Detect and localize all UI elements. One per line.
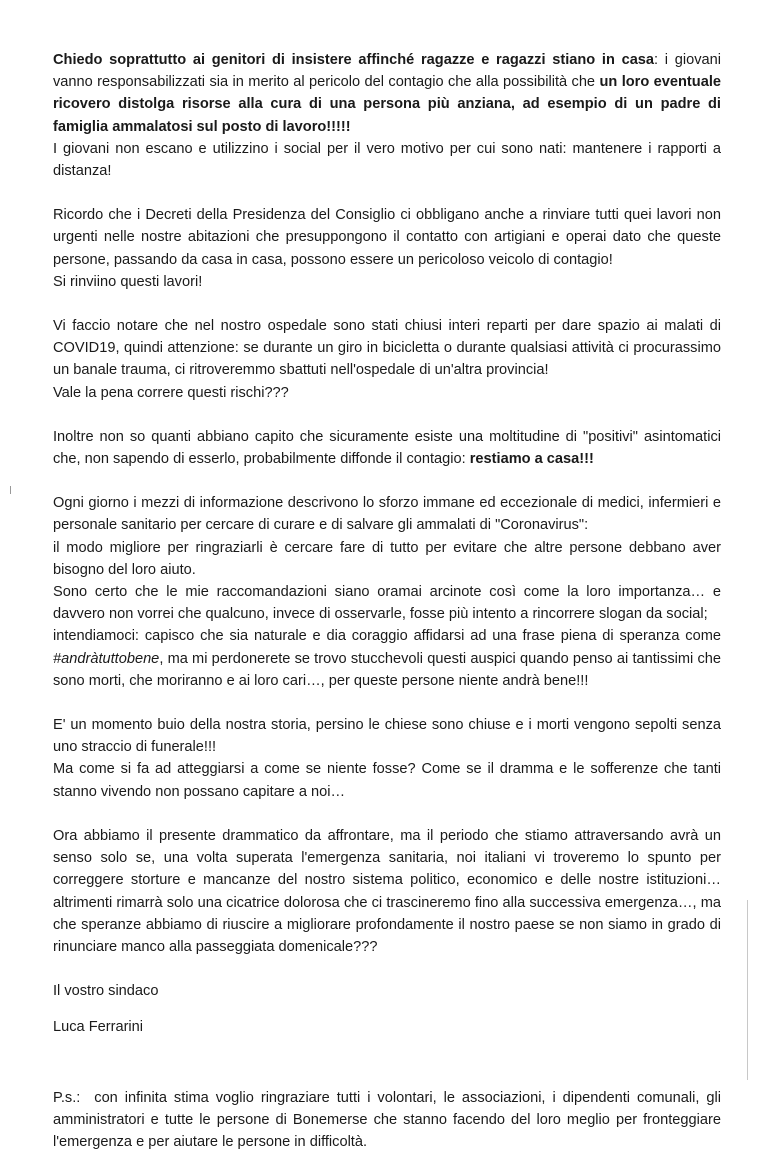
hashtag: #andràtuttobene	[53, 650, 160, 667]
text-slogan-b: , ma mi perdonerete se trovo stucchevoli questi auspici quando penso ai tantissimi che sono morti, che moriranno e ai loro cari…, per queste persone niente andrà bene!!!	[53, 650, 721, 689]
bold-stay-home: restiamo a casa!!!	[469, 451, 594, 468]
paragraph-drama: Ma come si fa ad atteggiarsi a come se niente fosse? Come se il dramma e le sofferenze che tanti stanno vivendo non possano capitare a noi…	[53, 761, 721, 800]
paragraph-thanks: il modo migliore per ringraziarli è cercare fare di tutto per evitare che altre persone debbano aver bisogno del loro aiuto.	[53, 539, 721, 578]
paragraph-risk-question: Vale la pena correre questi rischi???	[53, 384, 289, 401]
letter-body	[53, 49, 721, 1175]
postscript	[53, 1087, 721, 1154]
paragraph-media: Ogni giorno i mezzi di informazione descrivono lo sforzo immane ed eccezionale di medici, infermieri e personale sanitario per cercare di curare e di salvare gli ammalati di "Coronavirus":	[53, 495, 721, 534]
paragraph-future: Ora abbiamo il presente drammatico da affrontare, ma il periodo che stiamo attraversando avrà un senso solo se, una volta superata l'emergenza sanitaria, noi italiani vi troveremo lo spunto per correggere storture e mancanze del nostro sistema politico, economico e delle nostre istituzioni… altrimenti rimarrà solo una cicatrice dolorosa che ci trascineremo fino alla successiva emergenza…, ma che speranze abbiamo di riuscire a migliorare profondamente il nostro paese se non siamo in grado di rinunciare manco alla passeggiata domenicale???	[53, 827, 721, 955]
text-asymptomatic: Inoltre non so quanti abbiano capito che sicuramente esiste una moltitudine di "positivi" asintomatici che, non sapendo di esserlo, probabilmente diffonde il contagio:	[53, 428, 721, 468]
scan-edge-line	[747, 900, 748, 1080]
spacer	[53, 1053, 721, 1087]
paragraph-decrees: Ricordo che i Decreti della Presidenza del Consiglio ci obbligano anche a rinviare tutti quei lavori non urgenti nelle nostre abitazioni che presuppongono il contatto con artigiani e operai dato che queste persone, passando da casa in casa, possono essere un pericoloso veicolo di contagio!	[53, 207, 721, 268]
paragraph-appeal-parents	[53, 49, 721, 138]
paragraph-dark-moment: E' un momento buio della nostra storia, persino le chiese sono chiuse e i morti vengono sepolti senza uno straccio di funerale!!!	[53, 717, 721, 756]
paragraph-social: I giovani non escano e utilizzino i social per il vero motivo per cui sono nati: mantenere i rapporti a distanza!	[53, 140, 721, 180]
paragraph-slogan	[53, 625, 721, 692]
text-appeal: : i giovani vanno responsabilizzati sia in merito al pericolo del contagio che alla possibilità che	[53, 52, 721, 91]
bold-warning: un loro eventuale ricovero distolga risorse alla cura di una persona più anziana, ad esempio di un padre di famiglia ammalatosi sul posto di lavoro!!!!!	[53, 74, 721, 135]
signature-name: Luca Ferrarini	[53, 1019, 144, 1036]
text-slogan-a: intendiamoci: capisco che sia naturale e dia coraggio affidarsi ad una frase piena di speranza come	[53, 628, 721, 645]
ps-text: con infinita stima voglio ringraziare tutti i volontari, le associazioni, i dipendenti comunali, gli amministratori e tutte le persone di Bonemerse che stanno facendo del loro meglio per fronteggiare l'emergenza e per aiutare le persone in difficoltà.	[53, 1089, 721, 1150]
bold-appeal: Chiedo soprattutto ai genitori di insistere affinché ragazze e ragazzi stiano in casa	[53, 52, 655, 68]
closing-line: Il vostro sindaco	[53, 983, 159, 1000]
scan-margin-mark	[10, 486, 11, 494]
paragraph-asymptomatic	[53, 426, 721, 470]
paragraph-hospital: Vi faccio notare che nel nostro ospedale sono stati chiusi interi reparti per dare spazio ai malati di COVID19, quindi attenzione: se durante un giro in bicicletta o durante qualsiasi attività ci procurassimo un banale trauma, ci ritroveremmo sbattuti nell'ospedale di un'altra provincia!	[53, 318, 721, 379]
paragraph-recommendations: Sono certo che le mie raccomandazioni siano oramai arcinote così come la loro importanza… e davvero non vorrei che qualcuno, invece di osservarle, fosse più intento a rincorrere slogan da social;	[53, 584, 721, 623]
ps-label: P.s.:	[53, 1089, 81, 1106]
paragraph-postpone: Si rinviino questi lavori!	[53, 273, 203, 290]
